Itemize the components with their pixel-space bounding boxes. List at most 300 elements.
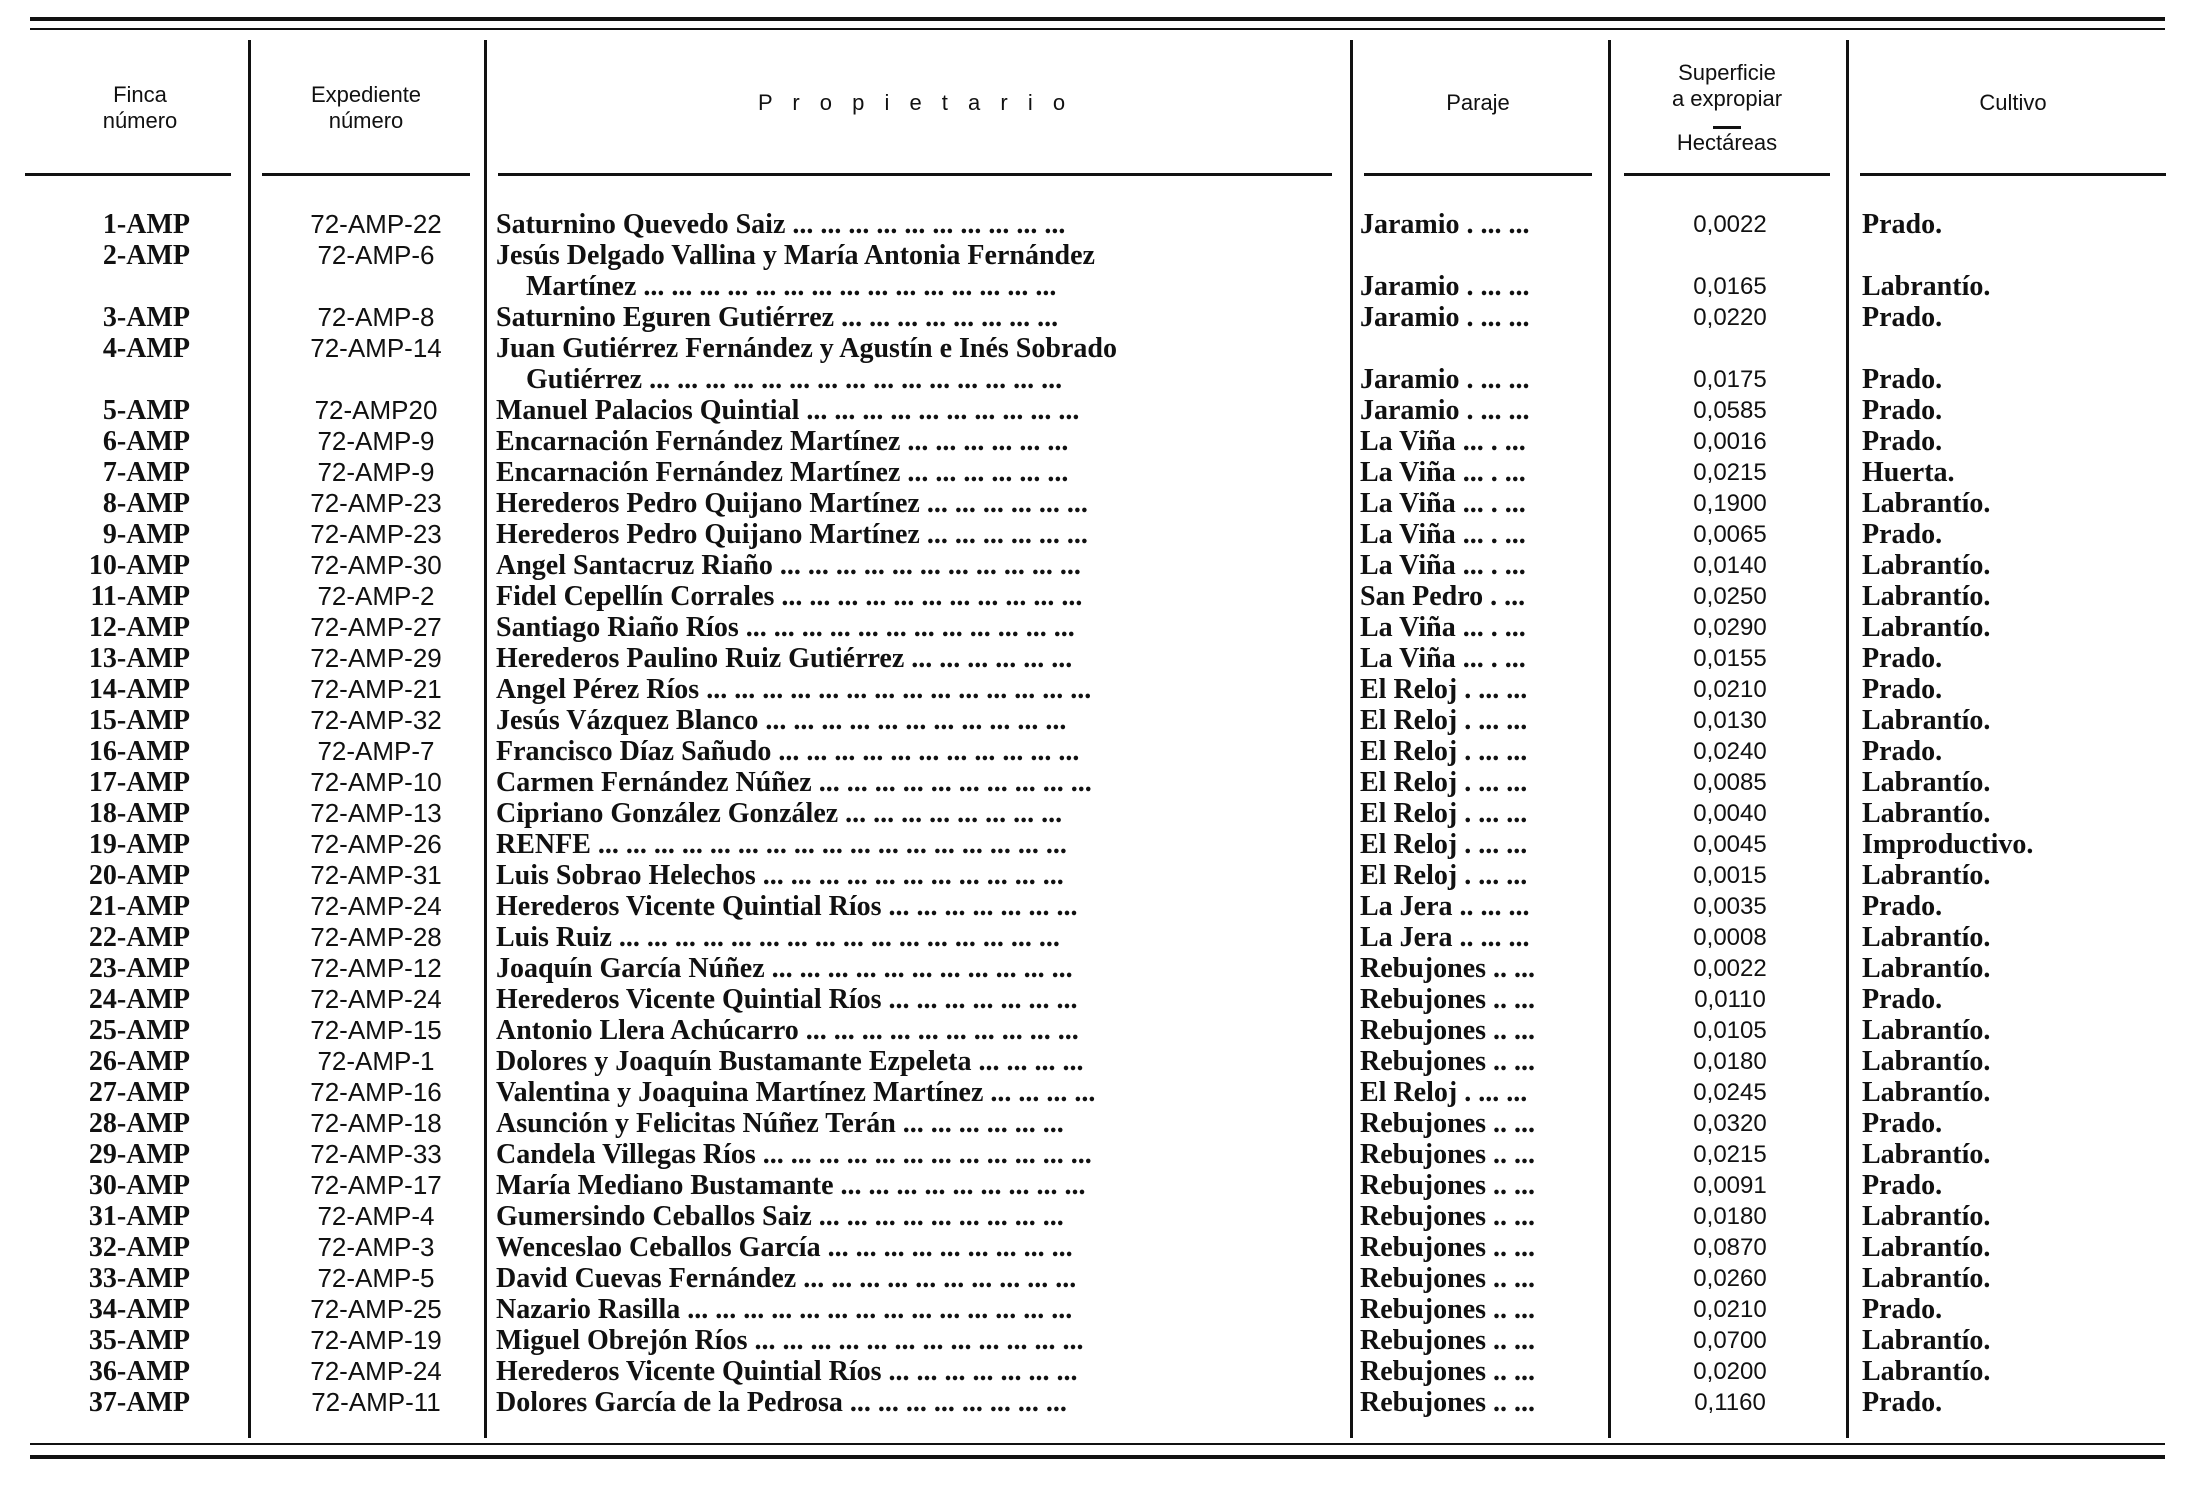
finca-number: 11-AMP [90, 581, 190, 612]
propietario [496, 798, 1330, 829]
finca-number: 30-AMP [88, 1170, 190, 1201]
cultivo: Labrantío. [1862, 953, 1991, 984]
header-underline [498, 173, 1332, 176]
paraje: La Jera .. ... ... [1360, 891, 1530, 922]
superficie-hectareas: 0,0320 [1693, 1110, 1767, 1137]
expediente-number: 72-AMP-16 [310, 1077, 442, 1107]
propietario [496, 1046, 1330, 1077]
expediente-number: 72-AMP-6 [317, 240, 435, 270]
superficie-hectareas: 0,0215 [1693, 459, 1767, 486]
expediente-number: 72-AMP-12 [310, 953, 442, 983]
superficie-hectareas: 0,0016 [1693, 428, 1767, 455]
propietario [496, 519, 1330, 550]
expediente-number: 72-AMP-24 [310, 984, 442, 1014]
propietario-line: Nazario Rasilla ... ... ... ... ... ... ... ... ... ... ... ... ... ... [496, 1294, 1073, 1325]
cultivo: Labrantío. [1862, 1077, 1991, 1108]
propietario-line: Saturnino Quevedo Saiz ... ... ... ... ... ... ... ... ... ... [496, 209, 1066, 240]
paraje: Rebujones .. ... [1360, 1325, 1536, 1356]
cultivo: Labrantío. [1862, 1263, 1991, 1294]
cultivo: Prado. [1862, 1294, 1943, 1325]
finca-number: 13-AMP [88, 643, 190, 674]
superficie-hectareas: 0,0045 [1693, 831, 1767, 858]
table-row [0, 302, 2191, 333]
expediente-number: 72-AMP-13 [310, 798, 442, 828]
cultivo: Labrantío. [1862, 612, 1991, 643]
bottom-double-rule-thick [30, 1455, 2165, 1459]
finca-number: 25-AMP [88, 1015, 190, 1046]
paraje: Rebujones .. ... [1360, 1387, 1536, 1418]
table-row [0, 1108, 2191, 1139]
paraje: Jaramio . ... ... [1360, 271, 1530, 302]
paraje: Rebujones .. ... [1360, 953, 1536, 984]
cultivo: Prado. [1862, 426, 1943, 457]
cultivo: Prado. [1862, 736, 1943, 767]
finca-number: 21-AMP [88, 891, 190, 922]
propietario [496, 240, 1330, 302]
paraje: Rebujones .. ... [1360, 1201, 1536, 1232]
propietario [496, 1108, 1330, 1139]
finca-number: 6-AMP [102, 426, 190, 457]
cultivo: Labrantío. [1862, 1232, 1991, 1263]
superficie-hectareas: 0,0085 [1693, 769, 1767, 796]
superficie-hectareas: 0,0180 [1693, 1203, 1767, 1230]
propietario-line: Dolores García de la Pedrosa ... ... ... ... ... ... ... ... [496, 1387, 1067, 1418]
expediente-number: 72-AMP-3 [317, 1232, 435, 1262]
superficie-hectareas: 0,0008 [1693, 924, 1767, 951]
propietario [496, 333, 1330, 395]
expediente-number: 72-AMP-1 [317, 1046, 435, 1076]
superficie-hectareas: 0,0140 [1693, 552, 1767, 579]
expediente-number: 72-AMP-30 [310, 550, 442, 580]
cultivo: Prado. [1862, 1387, 1943, 1418]
propietario [496, 1139, 1330, 1170]
table-row [0, 922, 2191, 953]
propietario-line: Francisco Díaz Sañudo ... ... ... ... ... ... ... ... ... ... ... [496, 736, 1080, 767]
table-row [0, 643, 2191, 674]
paraje: El Reloj . ... ... [1360, 705, 1528, 736]
paraje: Rebujones .. ... [1360, 1232, 1536, 1263]
expediente-number: 72-AMP20 [314, 395, 438, 425]
paraje: La Viña ... . ... [1360, 550, 1526, 581]
paraje: El Reloj . ... ... [1360, 860, 1528, 891]
bottom-double-rule-thin [30, 1443, 2165, 1445]
top-double-rule-thick [30, 17, 2165, 21]
finca-number: 35-AMP [88, 1325, 190, 1356]
table-row [0, 1325, 2191, 1356]
expediente-number: 72-AMP-24 [310, 1356, 442, 1386]
expediente-number: 72-AMP-23 [310, 488, 442, 518]
finca-number: 33-AMP [88, 1263, 190, 1294]
paraje: Rebujones .. ... [1360, 1294, 1536, 1325]
header-underline [262, 173, 470, 176]
table-row [0, 1139, 2191, 1170]
table-row [0, 953, 2191, 984]
propietario [496, 612, 1330, 643]
expediente-number: 72-AMP-11 [311, 1387, 441, 1417]
propietario-line: Herederos Pedro Quijano Martínez ... ... ... ... ... ... [496, 488, 1088, 519]
cultivo: Improductivo. [1862, 829, 2034, 860]
propietario-line: Herederos Vicente Quintial Ríos ... ... ... ... ... ... ... [496, 891, 1078, 922]
finca-number: 16-AMP [88, 736, 190, 767]
paraje: San Pedro . ... [1360, 581, 1526, 612]
table-row [0, 209, 2191, 240]
table-row [0, 612, 2191, 643]
expediente-number: 72-AMP-25 [310, 1294, 442, 1324]
header-underline [25, 173, 231, 176]
expediente-number: 72-AMP-8 [317, 302, 435, 332]
superficie-hectareas: 0,0105 [1693, 1017, 1767, 1044]
propietario-line: Herederos Pedro Quijano Martínez ... ... ... ... ... ... [496, 519, 1088, 550]
superficie-hectareas: 0,0130 [1693, 707, 1767, 734]
paraje: Rebujones .. ... [1360, 1356, 1536, 1387]
propietario [496, 1294, 1330, 1325]
expediente-number: 72-AMP-31 [310, 860, 442, 890]
paraje: El Reloj . ... ... [1360, 1077, 1528, 1108]
paraje: La Viña ... . ... [1360, 457, 1526, 488]
expediente-number: 72-AMP-18 [310, 1108, 442, 1138]
cultivo: Prado. [1862, 1170, 1943, 1201]
paraje: El Reloj . ... ... [1360, 736, 1528, 767]
expediente-number: 72-AMP-9 [317, 426, 435, 456]
finca-number: 22-AMP [88, 922, 190, 953]
table-row [0, 457, 2191, 488]
cultivo: Prado. [1862, 209, 1943, 240]
propietario-line: Manuel Palacios Quintial ... ... ... ... ... ... ... ... ... ... [496, 395, 1080, 426]
propietario-line: Asunción y Felicitas Núñez Terán ... ... ... ... ... ... [496, 1108, 1064, 1139]
cultivo: Labrantío. [1862, 1325, 1991, 1356]
finca-number: 10-AMP [88, 550, 190, 581]
header-superficie-line3: Hectáreas [1676, 130, 1778, 155]
header-superficie-line1: Superficie [1678, 60, 1776, 85]
header-cultivo: Cultivo [1979, 90, 2047, 115]
expediente-number: 72-AMP-26 [310, 829, 442, 859]
table-row [0, 736, 2191, 767]
propietario-line: David Cuevas Fernández ... ... ... ... ... ... ... ... ... ... [496, 1263, 1077, 1294]
cultivo: Labrantío. [1862, 860, 1991, 891]
paraje: Rebujones .. ... [1360, 984, 1536, 1015]
paraje: Jaramio . ... ... [1360, 364, 1530, 395]
finca-number: 19-AMP [88, 829, 190, 860]
superficie-hectareas: 0,0290 [1693, 614, 1767, 641]
propietario-line: Dolores y Joaquín Bustamante Ezpeleta ... ... ... ... [496, 1046, 1084, 1077]
propietario-line: Candela Villegas Ríos ... ... ... ... ... ... ... ... ... ... ... ... [496, 1139, 1092, 1170]
table-row [0, 798, 2191, 829]
table-row [0, 891, 2191, 922]
superficie-hectareas: 0,0215 [1693, 1141, 1767, 1168]
finca-number: 7-AMP [102, 457, 190, 488]
propietario [496, 209, 1330, 240]
propietario-line: Cipriano González González ... ... ... ... ... ... ... ... [496, 798, 1063, 829]
table-row [0, 1015, 2191, 1046]
header-expediente-line2: número [328, 108, 404, 133]
propietario-line: Antonio Llera Achúcarro ... ... ... ... ... ... ... ... ... ... [496, 1015, 1079, 1046]
paraje: Rebujones .. ... [1360, 1170, 1536, 1201]
superficie-hectareas: 0,0091 [1693, 1172, 1767, 1199]
cultivo: Prado. [1862, 1108, 1943, 1139]
header-underline [1624, 173, 1830, 176]
propietario-line: Santiago Riaño Ríos ... ... ... ... ... ... ... ... ... ... ... ... [496, 612, 1075, 643]
expediente-number: 72-AMP-15 [310, 1015, 442, 1045]
propietario [496, 302, 1330, 333]
paraje: Jaramio . ... ... [1360, 209, 1530, 240]
finca-number: 37-AMP [88, 1387, 190, 1418]
propietario [496, 1201, 1330, 1232]
header-propietario: P r o p i e t a r i o [757, 90, 1073, 115]
cultivo: Huerta. [1862, 457, 1955, 488]
table-row [0, 240, 2191, 302]
propietario-line: Herederos Vicente Quintial Ríos ... ... ... ... ... ... ... [496, 1356, 1078, 1387]
propietario [496, 767, 1330, 798]
table-row [0, 519, 2191, 550]
propietario [496, 1356, 1330, 1387]
paraje: El Reloj . ... ... [1360, 829, 1528, 860]
table-row [0, 1046, 2191, 1077]
finca-number: 36-AMP [88, 1356, 190, 1387]
propietario [496, 643, 1330, 674]
expediente-number: 72-AMP-7 [317, 736, 435, 766]
superficie-hectareas: 0,0065 [1693, 521, 1767, 548]
propietario-line: Luis Ruiz ... ... ... ... ... ... ... ... ... ... ... ... ... ... ... ... [496, 922, 1060, 953]
table-row [0, 395, 2191, 426]
expediente-number: 72-AMP-4 [317, 1201, 435, 1231]
superficie-hectareas: 0,0110 [1694, 986, 1766, 1013]
expediente-number: 72-AMP-17 [310, 1170, 442, 1200]
expediente-number: 72-AMP-28 [310, 922, 442, 952]
cultivo: Labrantío. [1862, 271, 1991, 302]
propietario [496, 674, 1330, 705]
finca-number: 23-AMP [88, 953, 190, 984]
table-row [0, 767, 2191, 798]
finca-number: 29-AMP [88, 1139, 190, 1170]
superficie-hectareas: 0,0700 [1693, 1327, 1767, 1354]
propietario [496, 891, 1330, 922]
finca-number: 12-AMP [88, 612, 190, 643]
expediente-number: 72-AMP-29 [310, 643, 442, 673]
propietario-line: Angel Santacruz Riaño ... ... ... ... ... ... ... ... ... ... ... [496, 550, 1081, 581]
cultivo: Prado. [1862, 984, 1943, 1015]
finca-number: 34-AMP [88, 1294, 190, 1325]
cultivo: Labrantío. [1862, 1356, 1991, 1387]
paraje: Rebujones .. ... [1360, 1263, 1536, 1294]
table-row [0, 1387, 2191, 1418]
superficie-hectareas: 0,0155 [1693, 645, 1767, 672]
table-row [0, 705, 2191, 736]
propietario [496, 922, 1330, 953]
propietario [496, 1232, 1330, 1263]
superficie-hectareas: 0,0210 [1693, 1296, 1767, 1323]
superficie-hectareas: 0,0870 [1693, 1234, 1767, 1261]
table-row [0, 333, 2191, 395]
expediente-number: 72-AMP-33 [310, 1139, 442, 1169]
expediente-number: 72-AMP-32 [310, 705, 442, 735]
propietario [496, 1325, 1330, 1356]
finca-number: 3-AMP [102, 302, 190, 333]
superficie-hectareas: 0,0260 [1693, 1265, 1767, 1292]
superficie-hectareas: 0,0200 [1693, 1358, 1767, 1385]
expediente-number: 72-AMP-10 [310, 767, 442, 797]
paraje: Rebujones .. ... [1360, 1108, 1536, 1139]
superficie-hectareas: 0,0180 [1693, 1048, 1767, 1075]
propietario [496, 1015, 1330, 1046]
cultivo: Labrantío. [1862, 1139, 1991, 1170]
header-superficie-line2: a expropiar [1671, 86, 1783, 111]
superficie-hectareas: 0,0035 [1693, 893, 1767, 920]
finca-number: 15-AMP [88, 705, 190, 736]
propietario-line: Herederos Vicente Quintial Ríos ... ... ... ... ... ... ... [496, 984, 1078, 1015]
expediente-number: 72-AMP-23 [310, 519, 442, 549]
expediente-number: 72-AMP-24 [310, 891, 442, 921]
finca-number: 8-AMP [102, 488, 190, 519]
cultivo: Labrantío. [1862, 1015, 1991, 1046]
finca-number: 28-AMP [88, 1108, 190, 1139]
propietario [496, 488, 1330, 519]
propietario-line: Encarnación Fernández Martínez ... ... ... ... ... ... [496, 457, 1069, 488]
propietario [496, 395, 1330, 426]
header-expediente [262, 82, 470, 134]
finca-number: 31-AMP [88, 1201, 190, 1232]
propietario-line: María Mediano Bustamante ... ... ... ... ... ... ... ... ... [496, 1170, 1086, 1201]
table-row [0, 829, 2191, 860]
finca-number: 5-AMP [102, 395, 190, 426]
propietario-line: Miguel Obrejón Ríos ... ... ... ... ... ... ... ... ... ... ... ... [496, 1325, 1084, 1356]
propietario-line: Gumersindo Ceballos Saiz ... ... ... ... ... ... ... ... ... [496, 1201, 1064, 1232]
propietario [496, 426, 1330, 457]
paraje: El Reloj . ... ... [1360, 767, 1528, 798]
table-row [0, 1263, 2191, 1294]
expediente-number: 72-AMP-14 [310, 333, 442, 363]
finca-number: 20-AMP [88, 860, 190, 891]
propietario-line: Juan Gutiérrez Fernández y Agustín e Inés Sobrado [496, 333, 1117, 364]
superficie-hectareas: 0,0245 [1693, 1079, 1767, 1106]
finca-number: 9-AMP [102, 519, 190, 550]
propietario [496, 1387, 1330, 1418]
paraje: La Viña ... . ... [1360, 643, 1526, 674]
propietario [496, 550, 1330, 581]
propietario-line: Carmen Fernández Núñez ... ... ... ... ... ... ... ... ... ... [496, 767, 1092, 798]
cultivo: Labrantío. [1862, 798, 1991, 829]
expediente-number: 72-AMP-9 [317, 457, 435, 487]
table-row [0, 426, 2191, 457]
table-row [0, 488, 2191, 519]
finca-number: 26-AMP [88, 1046, 190, 1077]
finca-number: 4-AMP [102, 333, 190, 364]
cultivo: Labrantío. [1862, 550, 1991, 581]
propietario [496, 1263, 1330, 1294]
table-row [0, 550, 2191, 581]
superficie-hectareas: 0,1160 [1694, 1389, 1766, 1416]
superficie-hectareas: 0,0015 [1693, 862, 1767, 889]
propietario-continuation: Martínez ... ... ... ... ... ... ... ... ... ... ... ... ... ... ... [526, 271, 1057, 302]
paraje: La Viña ... . ... [1360, 519, 1526, 550]
superficie-hectareas: 0,0240 [1693, 738, 1767, 765]
cultivo: Labrantío. [1862, 1201, 1991, 1232]
propietario [496, 457, 1330, 488]
cultivo: Prado. [1862, 302, 1943, 333]
cultivo: Prado. [1862, 643, 1943, 674]
superficie-hectareas: 0,0585 [1693, 397, 1767, 424]
paraje: La Viña ... . ... [1360, 612, 1526, 643]
finca-number: 14-AMP [88, 674, 190, 705]
table-row [0, 1077, 2191, 1108]
propietario-line: Jesús Delgado Vallina y María Antonia Fernández [496, 240, 1095, 271]
propietario [496, 1170, 1330, 1201]
header-finca-line1: Finca [113, 82, 167, 107]
expediente-number: 72-AMP-27 [310, 612, 442, 642]
propietario-line: Angel Pérez Ríos ... ... ... ... ... ... ... ... ... ... ... ... ... ... [496, 674, 1092, 705]
header-finca-line2: número [102, 108, 178, 133]
expediente-number: 72-AMP-19 [310, 1325, 442, 1355]
table-row [0, 984, 2191, 1015]
cultivo: Prado. [1862, 364, 1943, 395]
propietario-line: Joaquín García Núñez ... ... ... ... ... ... ... ... ... ... ... [496, 953, 1073, 984]
table-row [0, 1170, 2191, 1201]
propietario [496, 705, 1330, 736]
cultivo: Prado. [1862, 395, 1943, 426]
superficie-hectareas: 0,0022 [1693, 955, 1767, 982]
propietario [496, 736, 1330, 767]
top-double-rule-thin [30, 28, 2165, 30]
cultivo: Labrantío. [1862, 488, 1991, 519]
propietario-continuation: Gutiérrez ... ... ... ... ... ... ... ... ... ... ... ... ... ... ... [526, 364, 1063, 395]
superficie-hectareas: 0,0175 [1693, 366, 1767, 393]
header-paraje: Paraje [1446, 90, 1510, 115]
propietario [496, 1077, 1330, 1108]
propietario [496, 829, 1330, 860]
cultivo: Prado. [1862, 674, 1943, 705]
cultivo: Labrantío. [1862, 767, 1991, 798]
propietario-line: Saturnino Eguren Gutiérrez ... ... ... ... ... ... ... ... [496, 302, 1059, 333]
paraje: Jaramio . ... ... [1360, 302, 1530, 333]
superficie-hectareas: 0,1900 [1693, 490, 1767, 517]
cultivo: Labrantío. [1862, 705, 1991, 736]
propietario-line: RENFE ... ... ... ... ... ... ... ... ... ... ... ... ... ... ... ... ... [496, 829, 1067, 860]
header-underline [1364, 173, 1592, 176]
expediente-number: 72-AMP-5 [317, 1263, 435, 1293]
paraje: Rebujones .. ... [1360, 1015, 1536, 1046]
cultivo: Labrantío. [1862, 1046, 1991, 1077]
cultivo: Prado. [1862, 891, 1943, 922]
propietario-line: Valentina y Joaquina Martínez Martínez ... ... ... ... [496, 1077, 1096, 1108]
header-finca [40, 82, 240, 134]
header-expediente-line1: Expediente [310, 82, 422, 107]
table-row [0, 1356, 2191, 1387]
propietario [496, 581, 1330, 612]
table-row [0, 860, 2191, 891]
finca-number: 24-AMP [88, 984, 190, 1015]
paraje: La Viña ... . ... [1360, 488, 1526, 519]
paraje: Rebujones .. ... [1360, 1139, 1536, 1170]
propietario-line: Wenceslao Ceballos García ... ... ... ... ... ... ... ... ... [496, 1232, 1073, 1263]
finca-number: 32-AMP [88, 1232, 190, 1263]
propietario [496, 860, 1330, 891]
superficie-hectareas: 0,0022 [1693, 211, 1767, 238]
paraje: Rebujones .. ... [1360, 1046, 1536, 1077]
header-underline [1860, 173, 2166, 176]
finca-number: 18-AMP [88, 798, 190, 829]
superficie-hectareas: 0,0165 [1693, 273, 1767, 300]
paraje: El Reloj . ... ... [1360, 798, 1528, 829]
table-row [0, 1232, 2191, 1263]
cultivo: Labrantío. [1862, 922, 1991, 953]
paraje: La Jera .. ... ... [1360, 922, 1530, 953]
paraje: El Reloj . ... ... [1360, 674, 1528, 705]
table-row [0, 674, 2191, 705]
header-superficie [1624, 60, 1830, 156]
superficie-hectareas: 0,0220 [1693, 304, 1767, 331]
paraje: Jaramio . ... ... [1360, 395, 1530, 426]
cultivo: Prado. [1862, 519, 1943, 550]
superficie-hectareas: 0,0250 [1693, 583, 1767, 610]
